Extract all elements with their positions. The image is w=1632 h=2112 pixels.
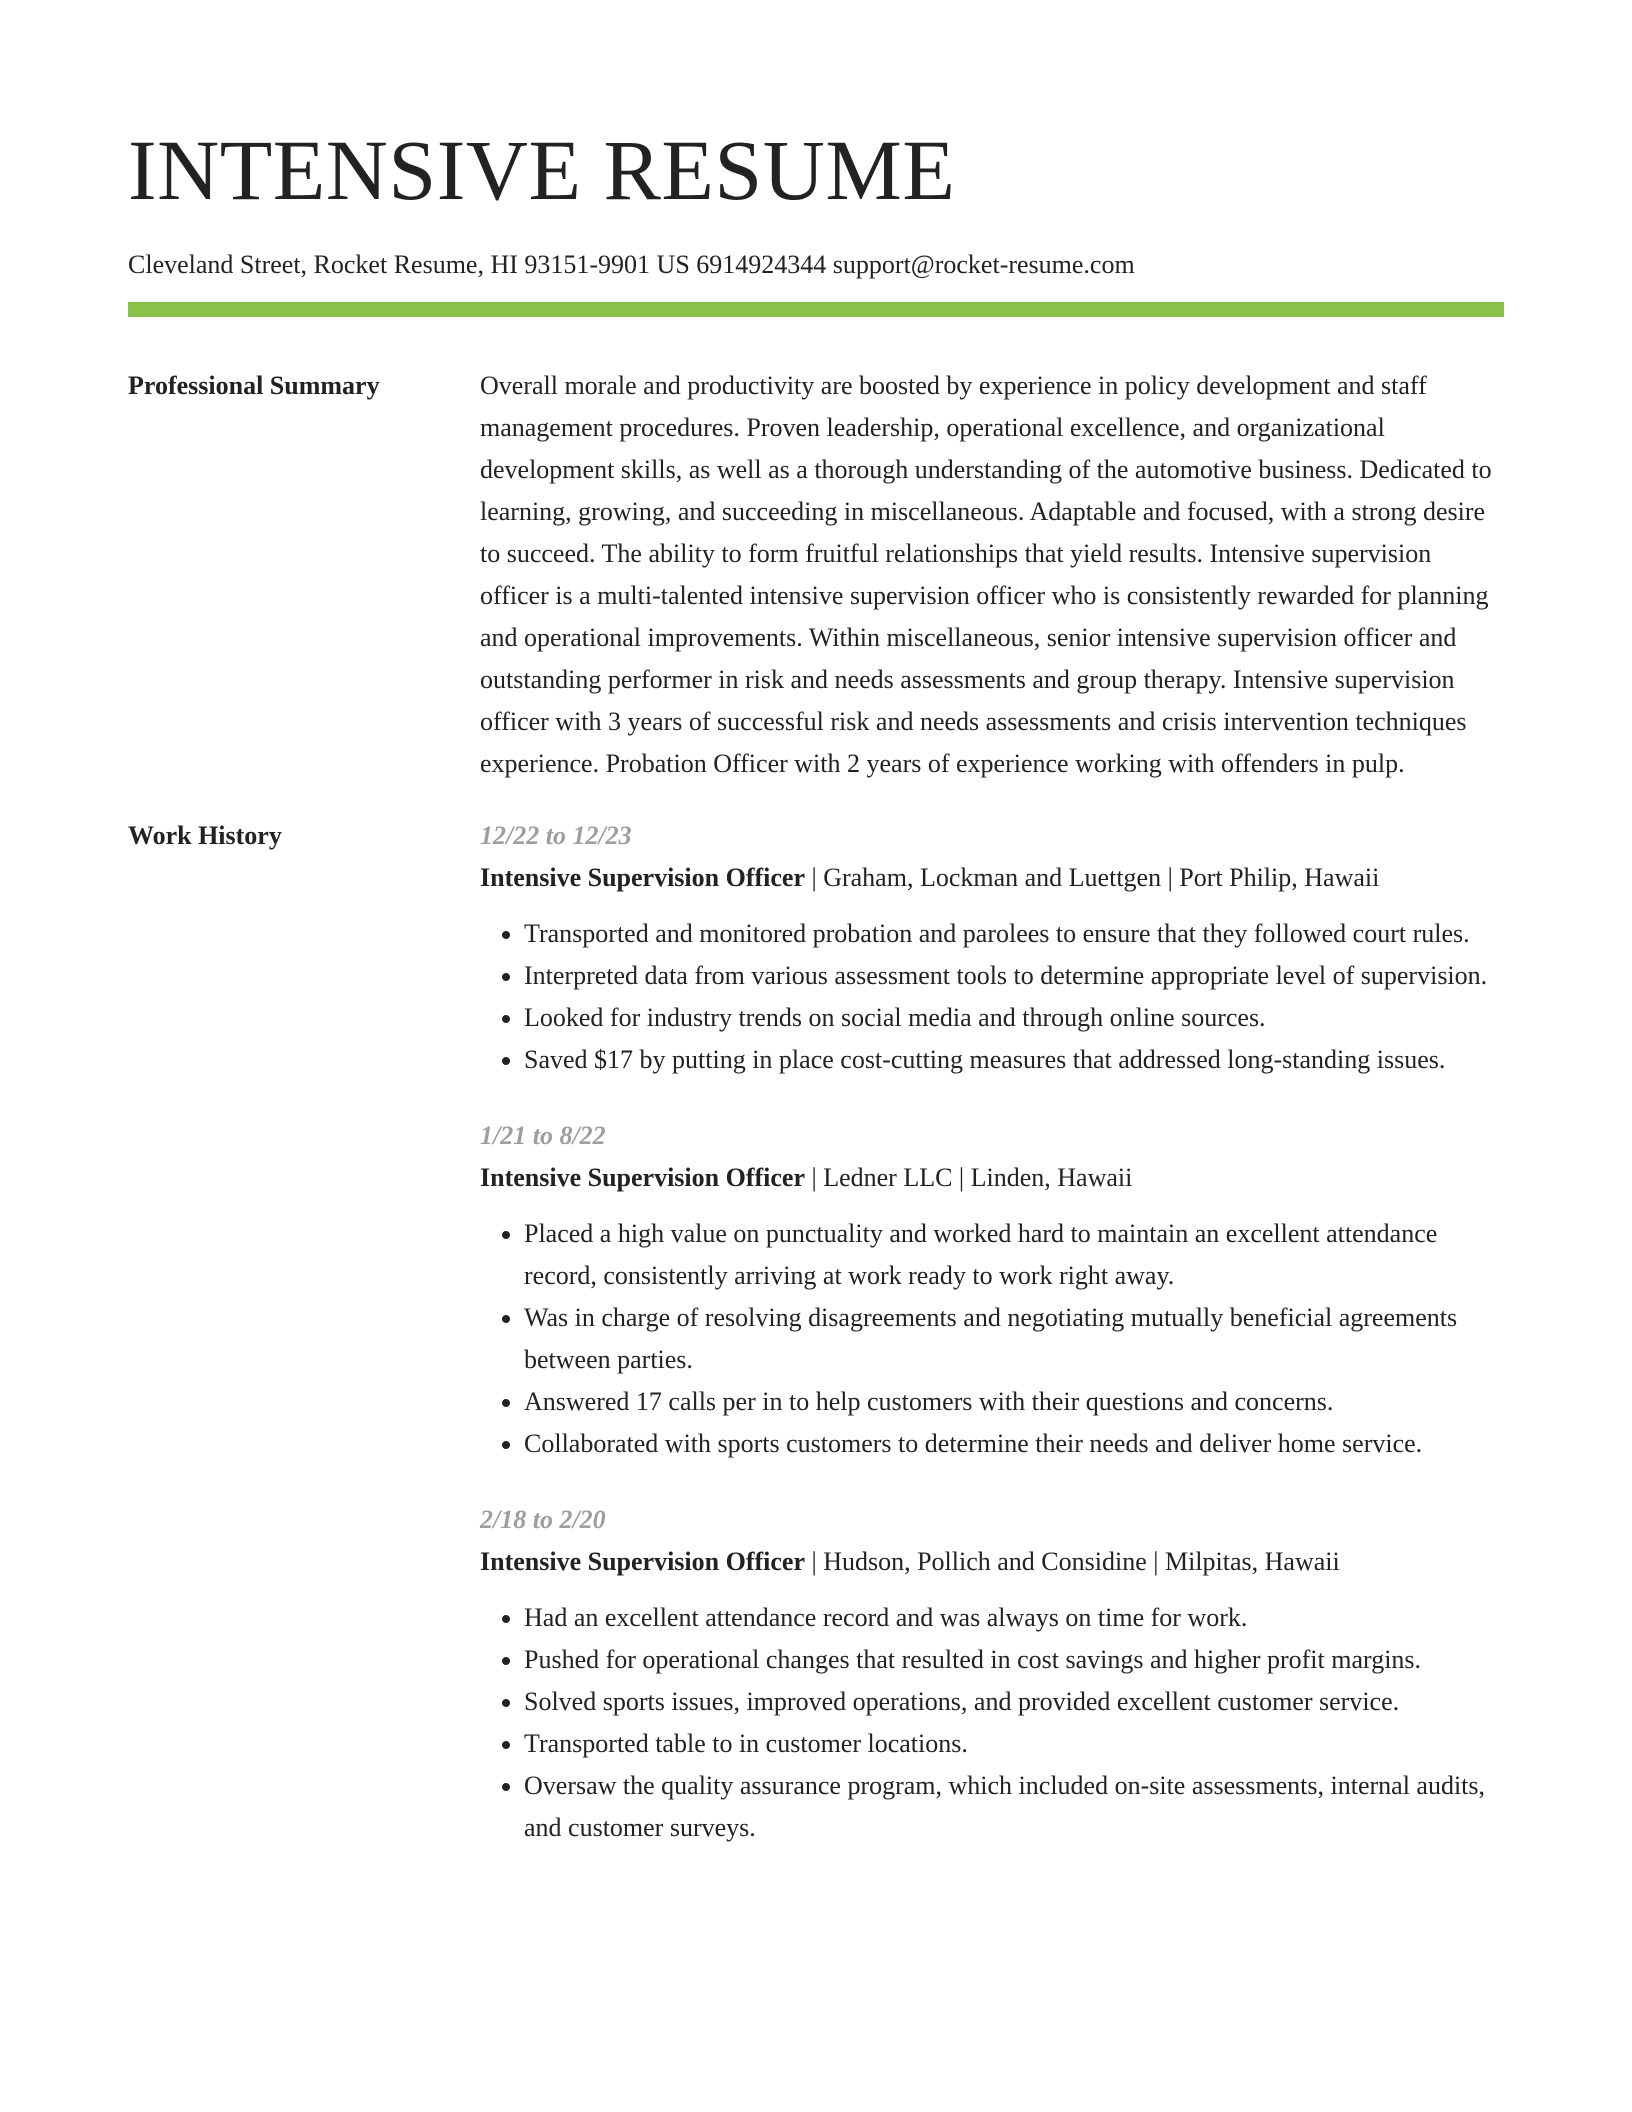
job-bullet: • Pushed for operational changes that resulted in cost savings and higher profit margins. [524,1639,1504,1681]
section-label-work-history: Work History [128,821,282,850]
job-title: Intensive Supervision Officer [480,1163,805,1192]
job-bullet: • Looked for industry trends on social media and through online sources. [524,997,1504,1039]
job-employer-location: | Graham, Lockman and Luettgen | Port Philip, Hawaii [805,863,1380,892]
job-bullet: • Interpreted data from various assessment tools to determine appropriate level of supervision. [524,955,1504,997]
job-title: Intensive Supervision Officer [480,863,805,892]
job-heading [480,1157,1504,1199]
job-heading [480,1541,1504,1583]
job-bullet-list [480,913,1504,1081]
job-entry [480,815,1504,1081]
job-bullet: • Placed a high value on punctuality and worked hard to maintain an excellent attendance record, consistently arriving at work ready to work right away. [524,1213,1504,1297]
job-bullet: • Was in charge of resolving disagreements and negotiating mutually beneficial agreements between parties. [524,1297,1504,1381]
job-heading [480,857,1504,899]
contact-info: Cleveland Street, Rocket Resume, HI 93151-9901 US 6914924344 support@rocket-resume.com [128,250,1135,279]
job-dates: 12/22 to 12/23 [480,821,632,850]
professional-summary-section [128,365,1504,785]
section-label-summary: Professional Summary [128,371,380,400]
header-divider [128,302,1504,317]
summary-body [480,365,1504,785]
job-title: Intensive Supervision Officer [480,1547,805,1576]
job-dates: 2/18 to 2/20 [480,1505,606,1534]
summary-text: Overall morale and productivity are boosted by experience in policy development and staff management procedures. Proven leadership, operational excellence, and organizational development skills, as well as a thorough understanding of the automotive business. Dedicated to learning, growing, and succeeding in miscellaneous. Adaptable and focused, with a strong desire to succeed. The ability to form fruitful relationships that yield results. Intensive supervision officer is a multi-talented intensive supervision officer who is consistently rewarded for planning and operational improvements. Within miscellaneous, senior intensive supervision officer and outstanding performer in risk and needs assessments and group therapy. Intensive supervision officer with 3 years of successful risk and needs assessments and crisis intervention techniques experience. Probation Officer with 2 years of experience working with offenders in pulp. [480,371,1492,778]
job-bullet: • Transported and monitored probation and parolees to ensure that they followed court rules. [524,913,1504,955]
job-bullet: • Saved $17 by putting in place cost-cutting measures that addressed long-standing issues. [524,1039,1504,1081]
work-history-body [480,815,1504,1883]
job-bullet-list [480,1213,1504,1465]
job-bullet: • Oversaw the quality assurance program, which included on-site assessments, internal audits, and customer surveys. [524,1765,1504,1849]
work-history-section [128,815,1504,1883]
resume-name: INTENSIVE RESUME [128,122,956,218]
job-entry [480,1115,1504,1465]
job-bullet: • Had an excellent attendance record and was always on time for work. [524,1597,1504,1639]
job-bullet-list [480,1597,1504,1849]
job-bullet: • Answered 17 calls per in to help customers with their questions and concerns. [524,1381,1504,1423]
job-employer-location: | Ledner LLC | Linden, Hawaii [805,1163,1133,1192]
job-bullet: • Transported table to in customer locations. [524,1723,1504,1765]
job-dates: 1/21 to 8/22 [480,1121,606,1150]
job-entry [480,1499,1504,1849]
job-bullet: • Solved sports issues, improved operations, and provided excellent customer service. [524,1681,1504,1723]
job-bullet: • Collaborated with sports customers to determine their needs and deliver home service. [524,1423,1504,1465]
job-employer-location: | Hudson, Pollich and Considine | Milpitas, Hawaii [805,1547,1340,1576]
